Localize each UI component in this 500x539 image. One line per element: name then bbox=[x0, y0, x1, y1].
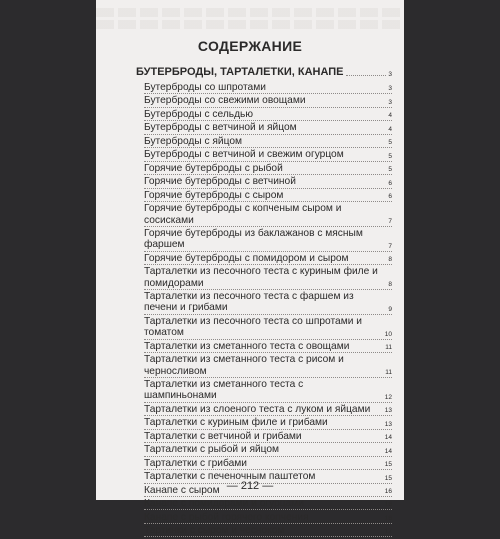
toc-entry-title: Тарталетки с печеночным паштетом bbox=[144, 471, 316, 483]
toc-entry-title: Тарталетки с грибами bbox=[144, 457, 247, 469]
toc-entry-title: Тарталетки из песочного теста со шпротами и томатом bbox=[144, 315, 362, 339]
toc-entry-title: Тарталетки с ветчиной и грибами bbox=[144, 430, 302, 442]
toc-entry-page: 8 bbox=[388, 256, 392, 264]
book-page bbox=[96, 0, 404, 537]
toc-entry-title: Бутерброды со свежими овощами bbox=[144, 95, 306, 107]
toc-entry-page: 4 bbox=[388, 112, 392, 120]
toc-entry bbox=[144, 136, 392, 148]
toc-entry-page: 17 bbox=[384, 528, 392, 536]
toc-entry bbox=[144, 253, 392, 265]
toc-entry bbox=[144, 431, 392, 443]
toc-entry-page: 15 bbox=[384, 461, 392, 469]
toc-entry-title: Тарталетки из песочного теста с куриным филе и помидорами bbox=[144, 266, 378, 289]
toc-entry bbox=[144, 266, 392, 290]
toc-entry-page: 6 bbox=[388, 179, 392, 187]
toc-entry-title: Бутерброды с яйцом bbox=[144, 135, 242, 147]
toc-entry bbox=[144, 341, 392, 353]
toc-entry bbox=[144, 525, 392, 537]
toc-entry-page: 7 bbox=[388, 217, 392, 225]
toc-entry bbox=[144, 417, 392, 429]
toc-entry-title: Тарталетки из сметанного теста с овощами bbox=[144, 340, 350, 352]
toc-entry bbox=[144, 458, 392, 470]
bleed-through-text bbox=[96, 20, 404, 29]
section-title: БУТЕРБРОДЫ, ТАРТАЛЕТКИ, КАНАПЕ bbox=[136, 66, 344, 78]
toc-entry-page: 16 bbox=[384, 488, 392, 495]
toc-entry-page: 7 bbox=[388, 242, 392, 250]
toc-entry-title: Канапе с помидорами и огурцами bbox=[144, 498, 304, 510]
toc-entry-page: 6 bbox=[388, 193, 392, 201]
toc-entry bbox=[144, 95, 392, 107]
toc-entry-page: 11 bbox=[385, 368, 392, 376]
toc-entry bbox=[144, 190, 392, 202]
toc-entry bbox=[144, 163, 392, 175]
toc-entry-page: 3 bbox=[388, 98, 392, 106]
toc-entry-page: 13 bbox=[384, 420, 392, 428]
toc-entry-title: Бутерброды с ветчиной и яйцом bbox=[144, 122, 297, 134]
toc-entry-page: 12 bbox=[384, 393, 392, 401]
toc-entry-page: 3 bbox=[388, 85, 392, 93]
toc-entry bbox=[144, 176, 392, 188]
toc-entry bbox=[144, 149, 392, 161]
toc-entry-page: 15 bbox=[384, 474, 392, 482]
toc-list bbox=[144, 82, 392, 539]
toc-entry-title: Бутерброды с ветчиной и свежим огурцом bbox=[144, 149, 344, 161]
toc-entry-page: 4 bbox=[388, 125, 392, 133]
toc-entry-title: Тарталетки из сметанного теста с шампиньонами bbox=[144, 379, 304, 402]
toc-entry bbox=[144, 122, 392, 134]
toc-entry-title: Горячие бутерброды с копченым сыром и сосисками bbox=[144, 203, 342, 226]
toc-entry-title: Горячие бутерброды с ветчиной bbox=[144, 176, 296, 188]
toc-entry bbox=[144, 379, 392, 403]
toc-entry-page: 11 bbox=[385, 344, 392, 352]
toc-entry-title: Горячие бутерброды с рыбой bbox=[144, 162, 283, 174]
toc-entry-title: Горячие бутерброды с сыром bbox=[144, 189, 284, 201]
toc-entry-title: Тарталетки с куриным филе и грибами bbox=[144, 417, 328, 429]
toc-entry-title: Тартинки с сыром и чесноком bbox=[144, 525, 285, 537]
toc-entry-title: Канапе с рыбой горячего копчения bbox=[144, 511, 309, 523]
toc-entry-page: 13 bbox=[384, 407, 392, 415]
bleed-through-text bbox=[96, 8, 404, 17]
toc-entry bbox=[144, 203, 392, 227]
toc-entry-title: Тарталетки с рыбой и яйцом bbox=[144, 444, 280, 456]
toc-entry bbox=[144, 512, 392, 524]
page-number: — 212 — bbox=[226, 480, 274, 492]
toc-entry bbox=[144, 498, 392, 510]
toc-entry bbox=[144, 109, 392, 121]
toc-entry bbox=[144, 354, 392, 378]
toc-entry-page: 8 bbox=[388, 281, 392, 288]
toc-entry-page: 16 bbox=[384, 501, 392, 509]
toc-entry-title: Тарталетки из слоеного теста с луком и яйцами bbox=[144, 403, 371, 415]
toc-entry bbox=[144, 316, 392, 340]
toc-entry bbox=[144, 444, 392, 456]
toc-entry-title: Тарталетки из сметанного теста с рисом и черносливом bbox=[144, 354, 344, 377]
toc-entry-page: 16 bbox=[384, 514, 392, 522]
toc-entry-page: 10 bbox=[384, 330, 392, 338]
toc-entry-title: Горячие бутерброды из баклажанов с мясным фаршем bbox=[144, 228, 363, 251]
toc-entry-page: 14 bbox=[384, 434, 392, 442]
toc-entry bbox=[144, 404, 392, 416]
section-page: 3 bbox=[388, 71, 392, 78]
toc-entry-title: Бутерброды с сельдью bbox=[144, 108, 253, 120]
page-title: СОДЕРЖАНИЕ bbox=[197, 38, 303, 54]
toc-entry-page: 5 bbox=[388, 152, 392, 160]
toc-entry bbox=[144, 228, 392, 252]
toc-entry bbox=[144, 82, 392, 94]
toc-entry-page: 9 bbox=[388, 305, 392, 313]
toc-entry-title: Бутерброды со шпротами bbox=[144, 82, 266, 93]
toc-entry-title: Горячие бутерброды с помидором и сыром bbox=[144, 252, 349, 264]
toc-entry-page: 5 bbox=[388, 166, 392, 174]
section-heading bbox=[136, 66, 392, 78]
toc-entry-title: Канапе с сыром bbox=[144, 484, 220, 496]
toc-entry-page: 14 bbox=[384, 447, 392, 455]
toc-entry-title: Тарталетки из песочного теста с фаршем из печени и грибами bbox=[144, 291, 354, 314]
toc-entry bbox=[144, 291, 392, 315]
toc-entry-page: 5 bbox=[388, 139, 392, 147]
